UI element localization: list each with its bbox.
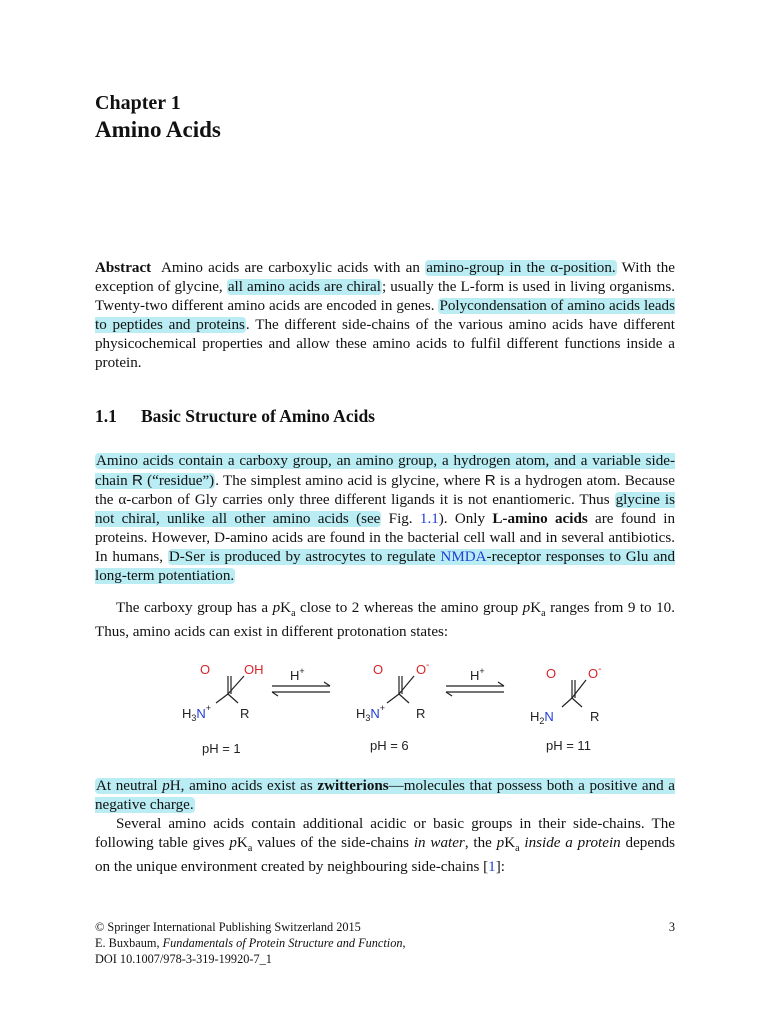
- hydroxyl-label: OH: [244, 662, 264, 677]
- oxygen-label: O: [200, 662, 211, 677]
- paragraph-zwitterions: [95, 777, 675, 815]
- abstract-label: Abstract: [95, 260, 152, 276]
- nmda-link[interactable]: NMDA: [440, 549, 487, 565]
- highlight: Amino acids contain a carboxy group, an amino group, a hydrogen atom, and a variable side-chain R (“residue”): [95, 453, 675, 489]
- citation-line: E. Buxbaum, Fundamentals of Protein Structure and Function,: [95, 936, 406, 950]
- ph-label-11: pH = 11: [546, 738, 591, 753]
- chapter-title: Amino Acids: [95, 117, 221, 142]
- amine-h3: $H_3N^+$: [356, 703, 386, 723]
- structure-ph11: [562, 680, 586, 707]
- paragraph-side-chains: Several amino acids contain additional acidic or basic groups in their side-chains. The following table gives $pK_a$ values of the side-chains in water, the $pK_a$ inside a protein depends on the unique environment created by neighbouring side-chains [1]:: [95, 816, 675, 876]
- ph-label-1: pH = 1: [202, 741, 241, 756]
- proton-label: H+: [290, 666, 305, 683]
- oxygen-label: O: [546, 666, 557, 681]
- structure-ph1: [216, 676, 244, 703]
- equilibrium-arrow-1: [272, 682, 330, 696]
- paragraph-pka: The carboxy group has a $pK_a$ close to 2 whereas the amino group $pK_a$ ranges from 9 to 10. Thus, amino acids can exist in different protonation states:: [95, 600, 675, 641]
- section-number: 1.1: [95, 406, 117, 426]
- copyright-line: © Springer International Publishing Switzerland 2015: [95, 920, 361, 934]
- carboxylate-oxygen: O-: [416, 660, 430, 677]
- residue-label: R: [590, 709, 600, 724]
- highlight: amino-group in the α-position.: [426, 260, 616, 276]
- section-heading: [95, 406, 375, 427]
- abstract-paragraph: Abstract Amino acids are carboxylic acids with an amino-group in the α-position. With the exception of glycine, all amino acids are chiral; usually the L-form is used in living organisms. Twenty-two different amino acids are encoded in genes. Polycondensation of amino acids leads to peptides and proteins. The different side-chains of the various amino acids have different physicochemical properties and allow these amino acids to fulfil different functions inside a protein.: [95, 260, 676, 371]
- amine-h2: $H_2N$: [530, 709, 554, 726]
- equilibrium-arrow-2: [446, 682, 504, 696]
- highlight: D-Ser is produced by astrocytes to regulate NMDA-receptor responses to Glu and long-term potentiation.: [95, 549, 675, 584]
- carboxylate-oxygen: O-: [588, 664, 602, 681]
- figure-link[interactable]: 1.1: [419, 511, 439, 527]
- highlight: glycine is not chiral, unlike all other amino acids (see: [95, 492, 675, 527]
- protonation-scheme: [180, 652, 640, 762]
- doi-line: DOI 10.1007/978-3-319-19920-7_1: [95, 952, 272, 966]
- highlight: At neutral pH, amino acids exist as zwitterions—molecules that possess both a positive and a negative charge.: [95, 778, 675, 813]
- highlight: all amino acids are chiral: [227, 279, 381, 295]
- proton-label: H+: [470, 666, 485, 683]
- amine-h3: $H_3N^+$: [182, 703, 212, 723]
- residue-label: R: [240, 706, 250, 721]
- highlight: Polycondensation of amino acids leads to peptides and proteins: [95, 298, 675, 333]
- structure-ph6: [387, 676, 414, 703]
- footer: [95, 919, 675, 967]
- section-title: Basic Structure of Amino Acids: [141, 406, 375, 426]
- page-number: 3: [668, 920, 675, 934]
- paragraph-basic-structure: Amino acids contain a carboxy group, an amino group, a hydrogen atom, and a variable side-chain R (“residue”). The simplest amino acid is glycine, where R is a hydrogen atom. Because the α-carbon of Gly carries only three different ligands it is not enantiomeric. Thus glycine is not chiral, unlike all other amino acids (see Fig. 1.1). Only L-amino acids are found in proteins. However, D-amino acids are found in the bacterial cell wall and in several antibiotics. In humans, D-Ser is produced by astrocytes to regulate NMDA-receptor responses to Glu and long-term potentiation.: [95, 453, 675, 584]
- residue-label: R: [416, 706, 426, 721]
- reference-link[interactable]: 1: [488, 859, 496, 876]
- ph-label-6: pH = 6: [370, 738, 409, 753]
- chapter-number: Chapter 1: [95, 92, 181, 114]
- oxygen-label: O: [373, 662, 384, 677]
